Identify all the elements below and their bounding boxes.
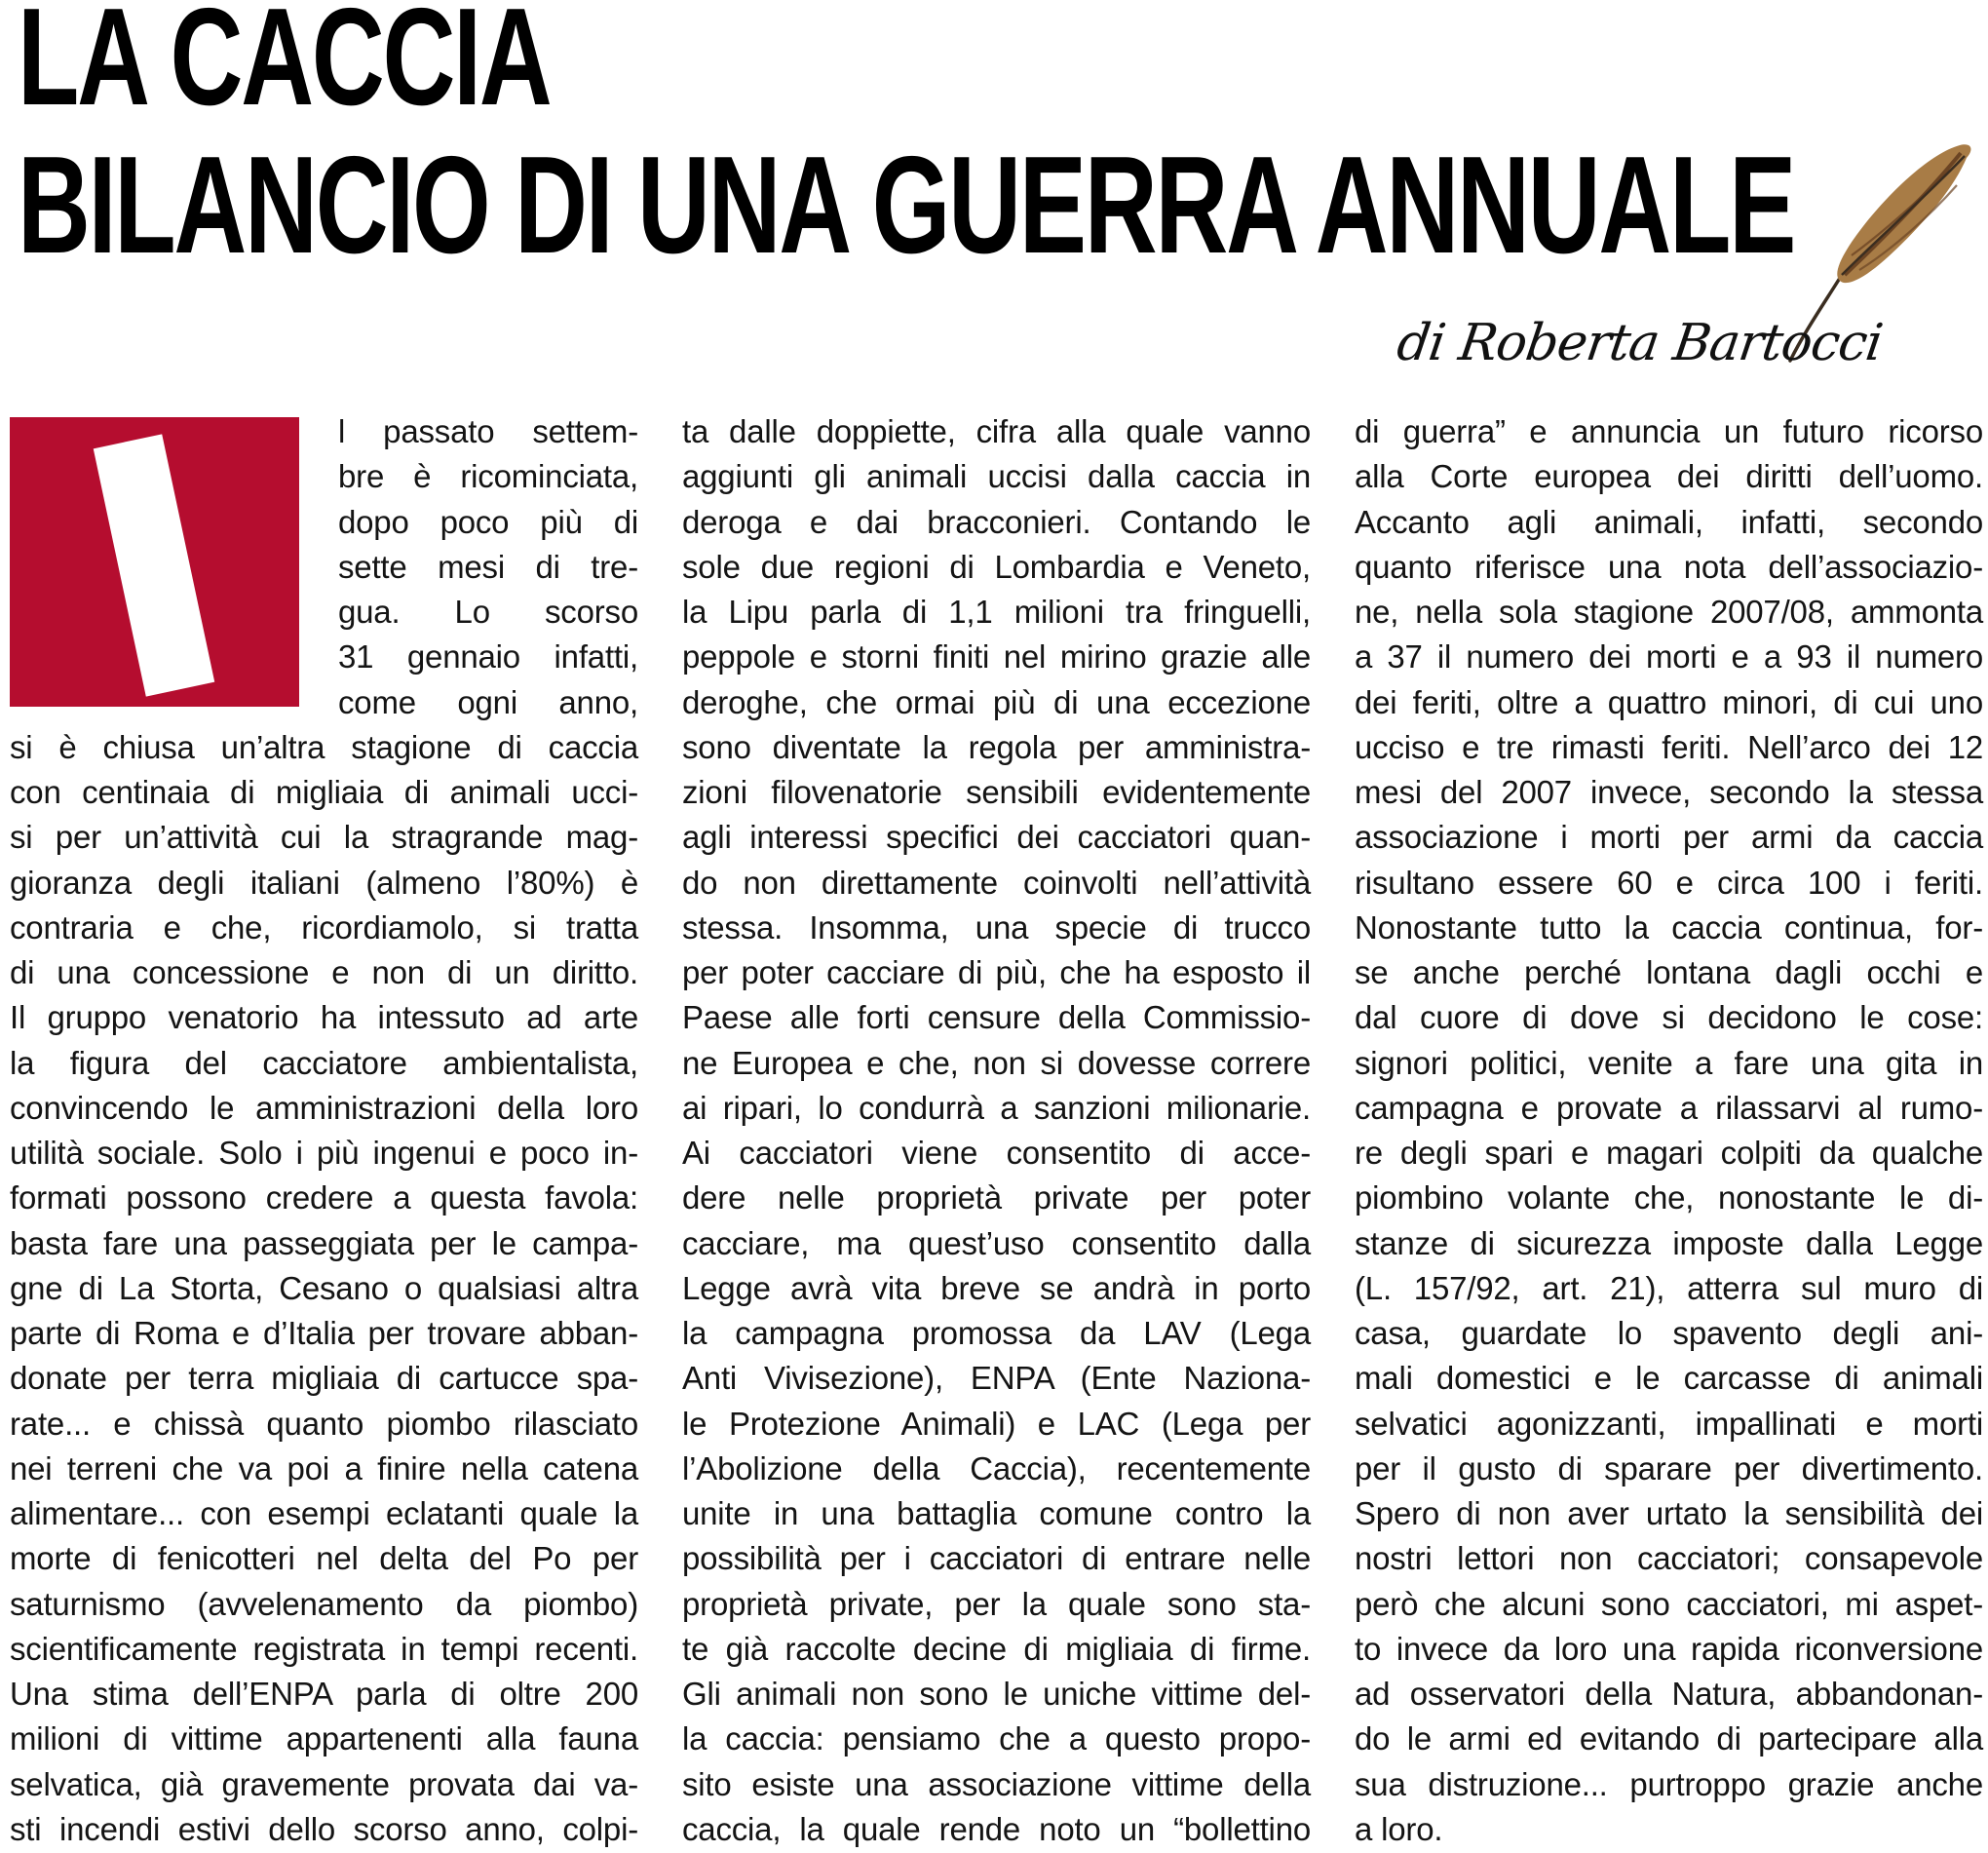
text-line: dal cuore di dove si decidono le cose:: [1355, 999, 1983, 1036]
text-line: peppole e storni finiti nel mirino grazie alle: [682, 638, 1311, 676]
text-line: sole due regioni di Lombardia e Veneto,: [682, 548, 1311, 585]
text-line: te già raccolte decine di migliaia di firme.: [682, 1630, 1311, 1667]
text-line: campagna e provate a rilassarvi al rumo-: [1355, 1089, 1983, 1126]
text-line: Legge avrà vita breve se andrà in porto: [682, 1269, 1311, 1306]
text-line: sti incendi estivi dello scorso anno, colpi-: [10, 1810, 638, 1847]
text-line: formati possono credere a questa favola:: [10, 1179, 638, 1216]
text-line: parte di Roma e d’Italia per trovare abban-: [10, 1315, 638, 1351]
headline-line-1: LA CACCIA: [18, 0, 551, 135]
text-line: alimentare... con esempi eclatanti quale la: [10, 1495, 638, 1531]
text-line: risultano essere 60 e circa 100 i feriti.: [1355, 864, 1983, 901]
text-line: contraria e che, ricordiamolo, si tratta: [10, 908, 638, 946]
text-line: per poter cacciare di più, che ha esposto il: [682, 954, 1311, 990]
dropcap-letter-i: [94, 434, 214, 696]
text-line: associazione i morti per armi da caccia: [1355, 819, 1983, 856]
text-line: dei feriti, oltre a quattro minori, di cui uno: [1355, 683, 1983, 720]
text-line: aggiunti gli animali uccisi dalla caccia in: [682, 458, 1311, 495]
text-line: alla Corte europea dei diritti dell’uomo.: [1355, 458, 1983, 495]
column-3: [1355, 409, 1983, 1852]
text-line: Anti Vivisezione), ENPA (Ente Naziona-: [682, 1360, 1311, 1397]
text-line: basta fare una passeggiata per le campa-: [10, 1224, 638, 1261]
text-line: proprietà private, per la quale sono sta-: [682, 1585, 1311, 1622]
text-line: stessa. Insomma, una specie di trucco: [682, 908, 1311, 946]
byline: di Roberta Bartocci: [1394, 314, 1886, 372]
text-line: la campagna promossa da LAV (Lega: [682, 1315, 1311, 1351]
text-line: sua distruzione... purtroppo grazie anche: [1355, 1765, 1983, 1802]
text-line: rate... e chissà quanto piombo rilasciato: [10, 1405, 638, 1442]
text-line: re degli spari e magari colpiti da qualche: [1355, 1135, 1983, 1171]
text-line: sono diventate la regola per amministra-: [682, 728, 1311, 765]
text-line: a loro.: [1355, 1810, 1443, 1847]
text-line: gioranza degli italiani (almeno l’80%) è: [10, 864, 638, 901]
text-line: Nonostante tutto la caccia continua, for-: [1355, 908, 1983, 946]
text-line: ad osservatori della Natura, abbandonan-: [1355, 1676, 1983, 1712]
text-line: Gli animali non sono le uniche vittime del-: [682, 1676, 1311, 1712]
text-line: ne Europea e che, non si dovesse correre: [682, 1044, 1311, 1081]
text-line: possibilità per i cacciatori di entrare nelle: [682, 1540, 1311, 1577]
text-line: Una stima dell’ENPA parla di oltre 200: [10, 1676, 638, 1712]
text-line: Accanto agli animali, infatti, secondo: [1355, 503, 1983, 540]
text-line: unite in una battaglia comune contro la: [682, 1495, 1311, 1531]
column-2: [682, 409, 1311, 1852]
text-line: a 37 il numero dei morti e a 93 il numero: [1355, 638, 1983, 676]
text-line: agli interessi specifici dei cacciatori quan-: [682, 819, 1311, 856]
text-line: nei terreni che va poi a finire nella catena: [10, 1449, 638, 1486]
text-line: le Protezione Animali) e LAC (Lega per: [682, 1405, 1311, 1442]
text-line: se anche perché lontana dagli occhi e: [1355, 954, 1983, 990]
text-line: Spero di non aver urtato la sensibilità dei: [1355, 1495, 1983, 1531]
text-line: Paese alle forti censure della Commissio-: [682, 999, 1311, 1036]
text-line: nostri lettori non cacciatori; consapevole: [1355, 1540, 1983, 1577]
text-line: donate per terra migliaia di cartucce spa-: [10, 1360, 638, 1397]
text-line: zioni filovenatorie sensibili evidentemente: [682, 774, 1311, 810]
text-line: ai ripari, lo condurrà a sanzioni milionarie.: [682, 1089, 1311, 1126]
dropcap-block: [10, 417, 299, 707]
text-line: si è chiusa un’altra stagione di caccia: [10, 728, 638, 765]
text-line: convincendo le amministrazioni della loro: [10, 1089, 638, 1126]
text-line: però che alcuni sono cacciatori, mi aspet-: [1355, 1585, 1983, 1622]
text-line: ne, nella sola stagione 2007/08, ammonta: [1355, 594, 1983, 630]
text-line: quanto riferisce una nota dell’associazio-: [1355, 548, 1983, 585]
text-line: mali domestici e le carcasse di animali: [1355, 1360, 1983, 1397]
text-line: dere nelle proprietà private per poter: [682, 1179, 1311, 1216]
text-line: saturnismo (avvelenamento da piombo): [10, 1585, 638, 1622]
text-line: piombino volante che, nonostante le di-: [1355, 1179, 1983, 1216]
text-line: ta dalle doppiette, cifra alla quale vanno: [682, 413, 1311, 449]
text-line: la figura del cacciatore ambientalista,: [10, 1044, 638, 1081]
text-line: milioni di vittime appartenenti alla fauna: [10, 1720, 638, 1757]
text-line: deroga e dai bracconieri. Contando le: [682, 503, 1311, 540]
text-line: sito esiste una associazione vittime della: [682, 1765, 1311, 1802]
column-1: [10, 409, 638, 1852]
article-body: [10, 409, 1983, 1852]
text-line: selvatica, già gravemente provata dai va-: [10, 1765, 638, 1802]
text-line: signori politici, venite a fare una gita in: [1355, 1044, 1983, 1081]
text-line: (L. 157/92, art. 21), atterra sul muro di: [1355, 1269, 1983, 1306]
text-line: mesi del 2007 invece, secondo la stessa: [1355, 774, 1983, 810]
text-line: utilità sociale. Solo i più ingenui e poco in-: [10, 1135, 638, 1171]
headline-line-2: BILANCIO DI UNA GUERRA ANNUALE: [18, 128, 1795, 283]
text-line: caccia, la quale rende noto un “bollettino: [682, 1810, 1311, 1847]
text-line: di guerra” e annuncia un futuro ricorso: [1355, 413, 1983, 449]
text-line: gne di La Storta, Cesano o qualsiasi altra: [10, 1269, 638, 1306]
text-line: bre è ricominciata,: [338, 458, 638, 495]
text-line: la caccia: pensiamo che a questo propo-: [682, 1720, 1311, 1757]
text-line: sette mesi di tre-: [338, 548, 638, 585]
text-line: Ai cacciatori viene consentito di acce-: [682, 1135, 1311, 1171]
text-line: do le armi ed evitando di partecipare alla: [1355, 1720, 1983, 1757]
text-line: Il gruppo venatorio ha intessuto ad arte: [10, 999, 638, 1036]
text-line: con centinaia di migliaia di animali ucci-: [10, 774, 638, 810]
text-line: si per un’attività cui la stragrande mag-: [10, 819, 638, 856]
text-line: morte di fenicotteri nel delta del Po per: [10, 1540, 638, 1577]
text-line: 31 gennaio infatti,: [338, 638, 638, 676]
text-line: ucciso e tre rimasti feriti. Nell’arco dei 12: [1355, 728, 1983, 765]
text-line: per il gusto di sparare per divertimento.: [1355, 1449, 1983, 1486]
text-line: la Lipu parla di 1,1 milioni tra fringuelli,: [682, 594, 1311, 630]
text-line: do non direttamente coinvolti nell’attività: [682, 864, 1311, 901]
text-line: stanze di sicurezza imposte dalla Legge: [1355, 1224, 1983, 1261]
text-line: selvatici agonizzanti, impallinati e morti: [1355, 1405, 1983, 1442]
text-line: gua. Lo scorso: [338, 594, 638, 630]
text-line: scientificamente registrata in tempi recenti.: [10, 1630, 638, 1667]
text-line: cacciare, ma quest’uso consentito dalla: [682, 1224, 1311, 1261]
text-line: l passato settem-: [338, 413, 638, 449]
text-line: l’Abolizione della Caccia), recentemente: [682, 1449, 1311, 1486]
text-line: come ogni anno,: [338, 683, 638, 720]
text-line: to invece da loro una rapida riconversione: [1355, 1630, 1983, 1667]
text-line: di una concessione e non di un diritto.: [10, 954, 638, 990]
text-line: deroghe, che ormai più di una eccezione: [682, 683, 1311, 720]
text-line: casa, guardate lo spavento degli ani-: [1355, 1315, 1983, 1351]
text-line: dopo poco più di: [338, 503, 638, 540]
